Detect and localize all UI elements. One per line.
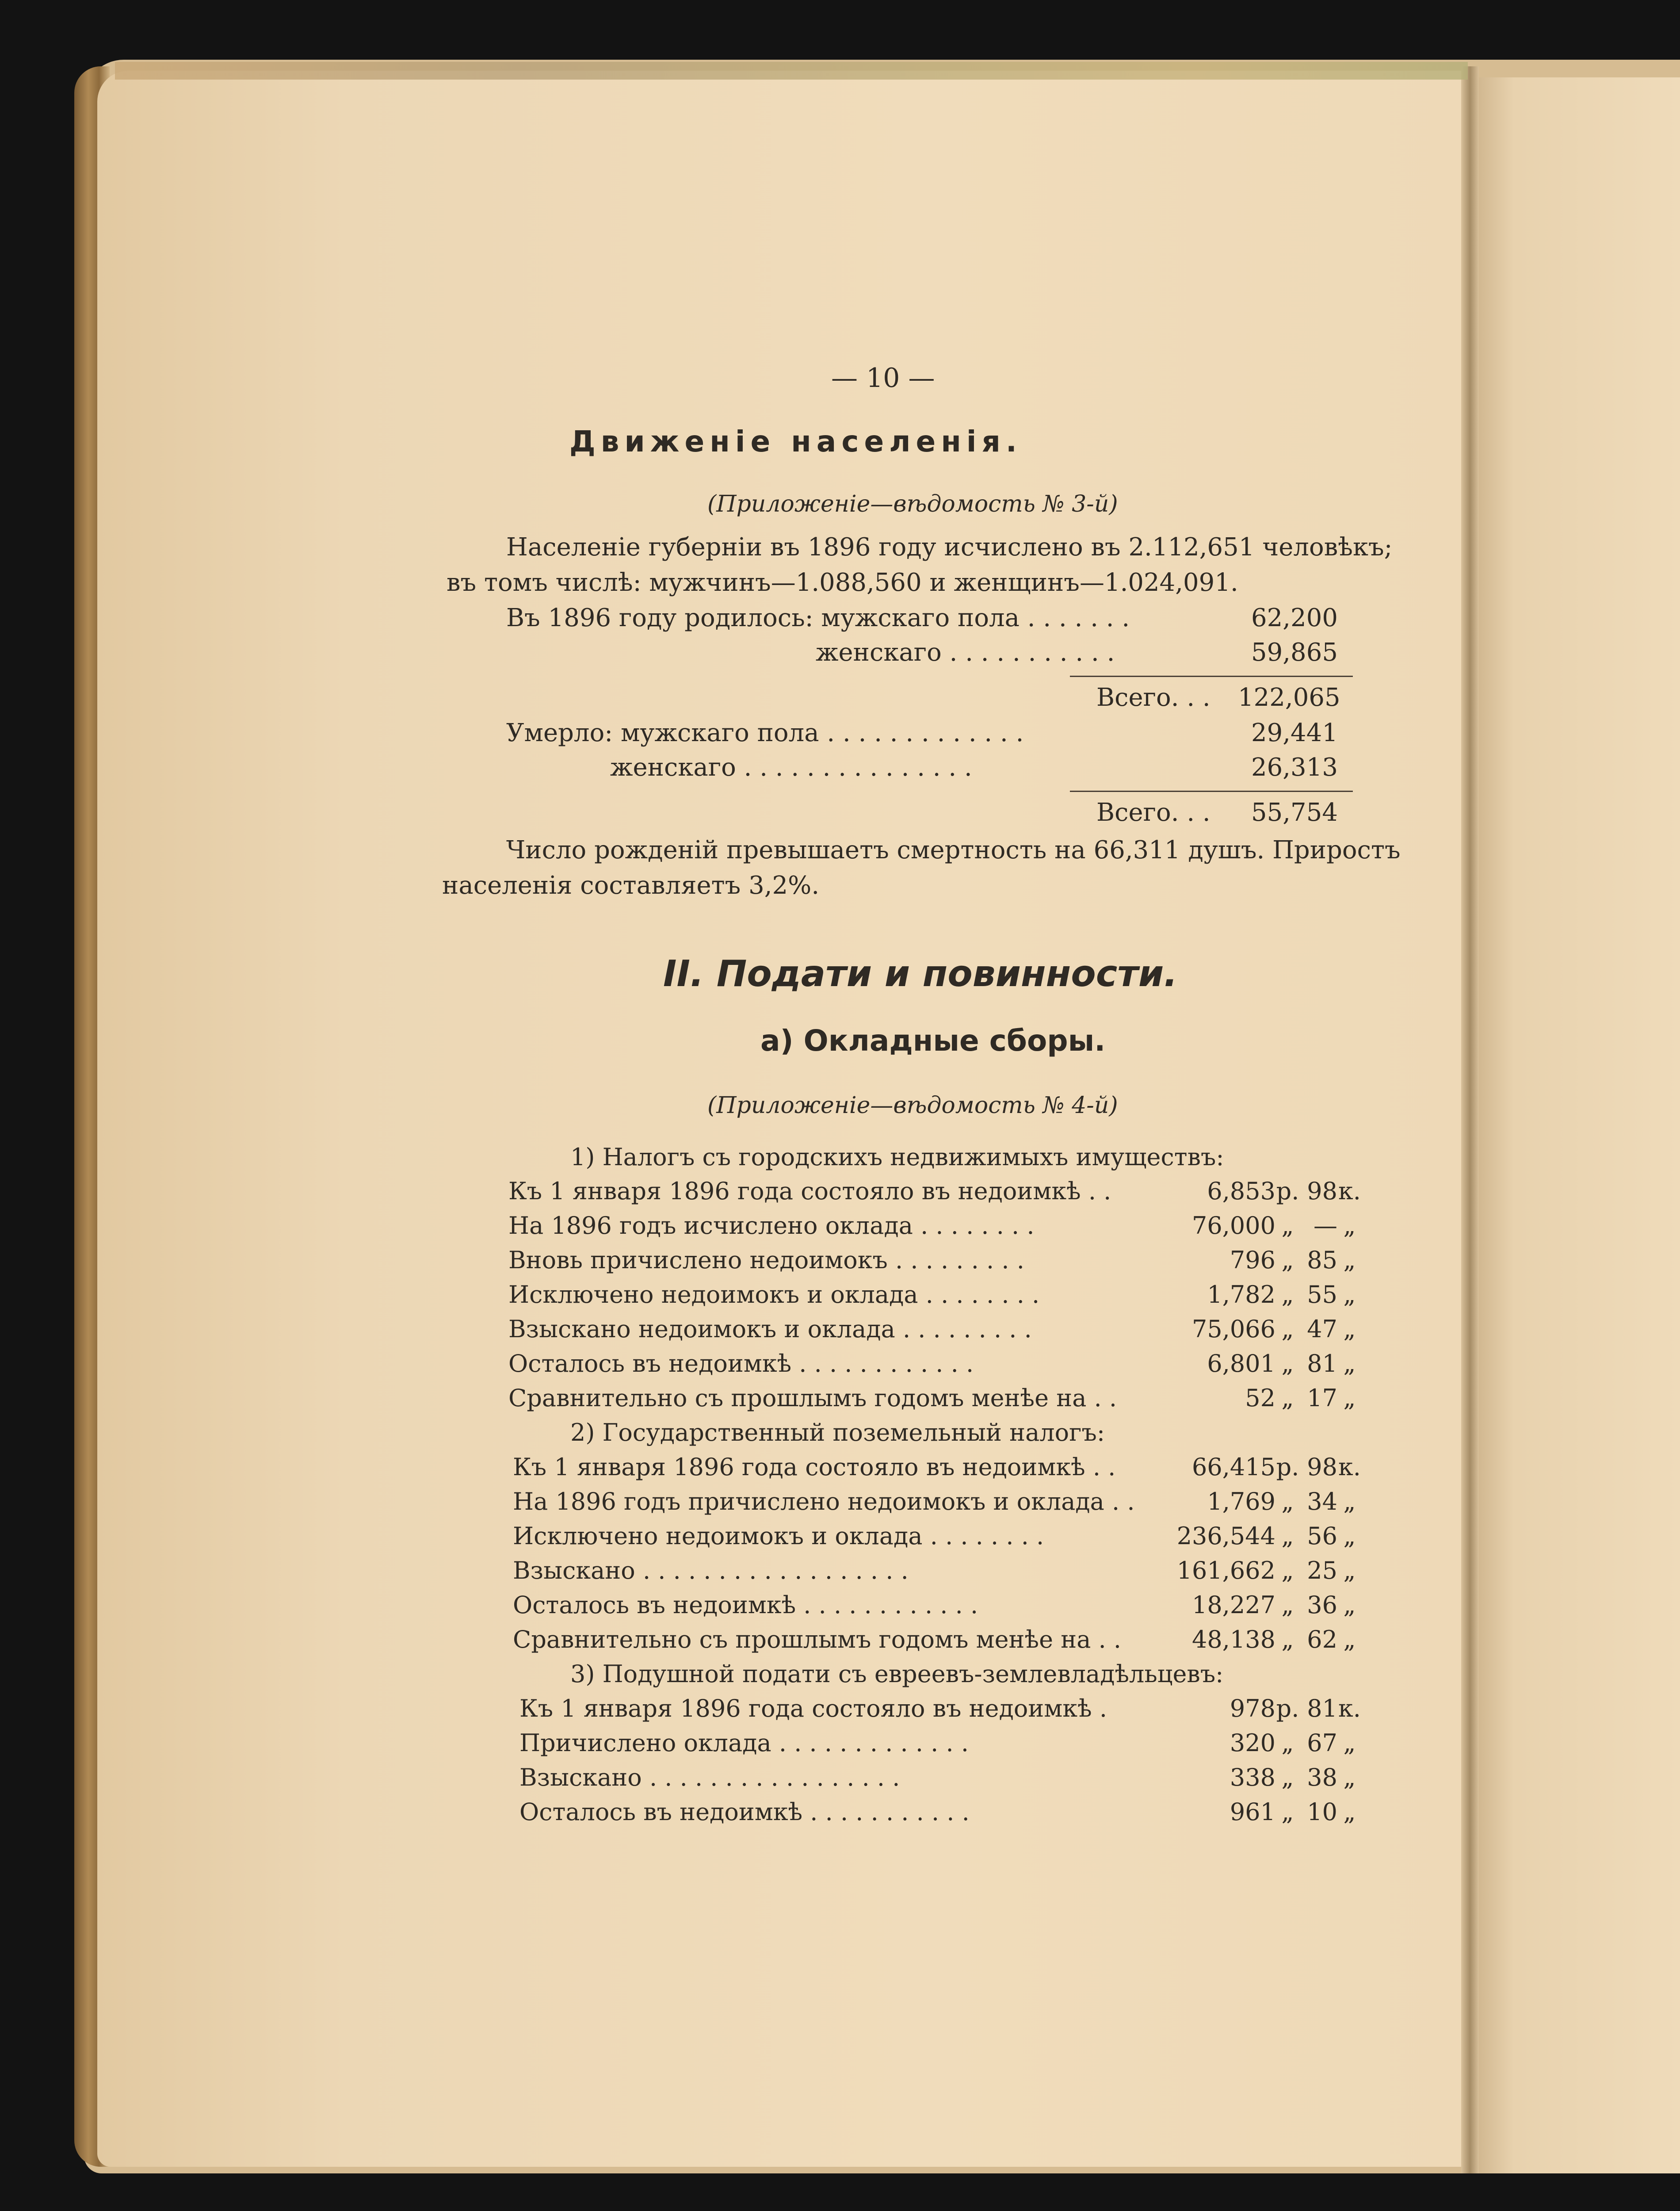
- row-unit: „: [1343, 1763, 1356, 1791]
- population-text-line1: Населеніе губерніи въ 1896 году исчислено въ 2.112,651 человѣкъ;: [506, 533, 1393, 562]
- row-unit: „: [1343, 1729, 1356, 1757]
- row-kopecks: 38: [1307, 1763, 1337, 1791]
- subsection-title: а) Окладные сборы.: [760, 1024, 1106, 1058]
- taxes-appendix-note: (Приложеніе—вѣдомость № 4-й): [707, 1092, 1118, 1119]
- row-unit: „: [1343, 1246, 1356, 1274]
- row-unit: „: [1281, 1488, 1294, 1515]
- row-label: Причислено оклада . . . . . . . . . . . . .: [519, 1729, 969, 1757]
- row-amount: 1,782: [1207, 1281, 1275, 1308]
- row-label: Взыскано недоимокъ и оклада . . . . . . . . .: [508, 1315, 1032, 1343]
- row-unit: „: [1281, 1798, 1294, 1826]
- deaths-total-value: 55,754: [1251, 798, 1338, 827]
- row-amount: 978: [1229, 1695, 1275, 1722]
- table-row: [513, 1522, 1362, 1550]
- row-unit: „: [1281, 1246, 1294, 1274]
- row-amount: 6,801: [1207, 1350, 1275, 1377]
- row-unit: „: [1281, 1315, 1294, 1343]
- row-kopecks: 67: [1307, 1729, 1337, 1757]
- group-heading: 2) Государственный поземельный налогъ:: [570, 1419, 1105, 1446]
- row-kopecks: 81: [1307, 1350, 1337, 1377]
- table-row: [508, 1384, 1362, 1412]
- table-row: [519, 1695, 1362, 1722]
- deaths-sum-rule: [1070, 791, 1353, 792]
- row-label: Осталось въ недоимкѣ . . . . . . . . . . .: [519, 1798, 970, 1826]
- growth-text-line1: Число рожденій превышаетъ смертность на 66,311 душъ. Приростъ: [506, 836, 1401, 865]
- table-row: [508, 1177, 1362, 1205]
- row-unit: „: [1281, 1763, 1294, 1791]
- row-unit: „: [1343, 1315, 1356, 1343]
- row-amount: 961: [1229, 1798, 1275, 1826]
- row-unit: „: [1281, 1212, 1294, 1239]
- page-number: — 10 —: [831, 363, 935, 394]
- table-row: [513, 1591, 1362, 1619]
- table-row: [508, 1212, 1362, 1239]
- row-label: Вновь причислено недоимокъ . . . . . . . . .: [508, 1246, 1024, 1274]
- deaths-male-value: 29,441: [1251, 719, 1338, 747]
- row-amount: 48,138: [1192, 1626, 1275, 1653]
- row-amount: 320: [1229, 1729, 1275, 1757]
- row-unit: „: [1281, 1626, 1294, 1653]
- births-intro: Въ 1896 году родилось: мужскаго пола . . . . . . .: [506, 604, 1130, 632]
- table-row: [508, 1246, 1362, 1274]
- group-heading: 1) Налогъ съ городскихъ недвижимыхъ имуществъ:: [570, 1143, 1224, 1171]
- row-unit: р.: [1276, 1177, 1299, 1205]
- row-amount: 75,066: [1192, 1315, 1275, 1343]
- births-total-value: 122,065: [1238, 683, 1340, 712]
- row-unit: „: [1343, 1626, 1356, 1653]
- table-row: [513, 1557, 1362, 1584]
- row-label: На 1896 годъ причислено недоимокъ и оклада . .: [513, 1488, 1135, 1515]
- row-amount: 338: [1229, 1763, 1275, 1791]
- births-female-label: женскаго . . . . . . . . . . .: [816, 638, 1115, 667]
- row-unit: „: [1343, 1591, 1356, 1619]
- row-kopecks: 81: [1307, 1695, 1337, 1722]
- row-kopecks: 34: [1307, 1488, 1337, 1515]
- row-label: Исключено недоимокъ и оклада . . . . . . . .: [508, 1281, 1040, 1308]
- row-amount: 52: [1245, 1384, 1275, 1412]
- row-unit: р.: [1276, 1695, 1299, 1722]
- row-label: Взыскано . . . . . . . . . . . . . . . . .: [519, 1763, 900, 1791]
- row-kopecks: 56: [1307, 1522, 1337, 1550]
- row-amount: 796: [1229, 1246, 1275, 1274]
- row-unit: р.: [1276, 1453, 1299, 1481]
- row-label: Исключено недоимокъ и оклада . . . . . . . .: [513, 1522, 1044, 1550]
- deaths-female-label: женскаго . . . . . . . . . . . . . . .: [610, 753, 972, 782]
- row-amount: 6,853: [1207, 1177, 1275, 1205]
- row-kopecks: 62: [1307, 1626, 1337, 1653]
- row-unit: „: [1343, 1384, 1356, 1412]
- row-amount: 1,769: [1207, 1488, 1275, 1515]
- row-kopecks: 98: [1307, 1177, 1337, 1205]
- row-unit: „: [1281, 1384, 1294, 1412]
- row-unit: „: [1281, 1522, 1294, 1550]
- row-unit: „: [1343, 1350, 1356, 1377]
- deaths-total-label: Всего. . .: [1096, 798, 1210, 827]
- row-label: Къ 1 января 1896 года состояло въ недоимкѣ . .: [508, 1177, 1111, 1205]
- population-appendix-note: (Приложеніе—вѣдомость № 3-й): [707, 491, 1118, 517]
- row-unit: „: [1343, 1522, 1356, 1550]
- row-kopecks: 25: [1307, 1557, 1337, 1584]
- row-unit: к.: [1338, 1453, 1361, 1481]
- table-row: [513, 1488, 1362, 1515]
- row-amount: 161,662: [1176, 1557, 1275, 1584]
- row-unit: „: [1343, 1281, 1356, 1308]
- part-title: II. Подати и повинности.: [663, 953, 1178, 995]
- row-amount: 18,227: [1192, 1591, 1275, 1619]
- births-male-value: 62,200: [1251, 604, 1338, 632]
- births-total-label: Всего. . .: [1096, 683, 1210, 712]
- row-label: Сравнительно съ прошлымъ годомъ менѣе на . .: [513, 1626, 1122, 1653]
- deaths-intro: Умерло: мужскаго пола . . . . . . . . . . . . .: [506, 719, 1024, 747]
- section-title: Движеніе населенія.: [569, 425, 1022, 459]
- row-unit: „: [1281, 1729, 1294, 1757]
- row-kopecks: 98: [1307, 1453, 1337, 1481]
- births-sum-rule: [1070, 676, 1353, 677]
- row-amount: 76,000: [1192, 1212, 1275, 1239]
- row-unit: „: [1281, 1350, 1294, 1377]
- row-label: Къ 1 января 1896 года состояло въ недоимкѣ .: [519, 1695, 1107, 1722]
- row-unit: „: [1281, 1591, 1294, 1619]
- row-kopecks: 85: [1307, 1246, 1337, 1274]
- table-row: [519, 1729, 1362, 1757]
- population-text-line2: въ томъ числѣ: мужчинъ—1.088,560 и женщинъ—1.024,091.: [447, 568, 1238, 597]
- row-label: Къ 1 января 1896 года состояло въ недоимкѣ . .: [513, 1453, 1116, 1481]
- group-heading: 3) Подушной подати съ евреевъ-землевладѣльцевъ:: [570, 1660, 1224, 1688]
- row-label: Осталось въ недоимкѣ . . . . . . . . . . . .: [513, 1591, 978, 1619]
- deaths-female-value: 26,313: [1251, 753, 1338, 782]
- row-kopecks: 10: [1307, 1798, 1337, 1826]
- table-row: [513, 1626, 1362, 1653]
- row-label: На 1896 годъ исчислено оклада . . . . . . . .: [508, 1212, 1035, 1239]
- row-unit: „: [1281, 1281, 1294, 1308]
- row-kopecks: 55: [1307, 1281, 1337, 1308]
- row-label: Сравнительно съ прошлымъ годомъ менѣе на . .: [508, 1384, 1117, 1412]
- row-unit: к.: [1338, 1177, 1361, 1205]
- row-unit: „: [1343, 1212, 1356, 1239]
- births-female-value: 59,865: [1251, 638, 1338, 667]
- table-row: [508, 1315, 1362, 1343]
- table-row: [508, 1350, 1362, 1377]
- growth-text-line2: населенія составляетъ 3,2%.: [442, 871, 820, 900]
- table-row: [519, 1763, 1362, 1791]
- row-unit: „: [1281, 1557, 1294, 1584]
- row-label: Осталось въ недоимкѣ . . . . . . . . . . . .: [508, 1350, 974, 1377]
- table-row: [519, 1798, 1362, 1826]
- row-unit: к.: [1338, 1695, 1361, 1722]
- row-unit: „: [1343, 1488, 1356, 1515]
- row-kopecks: 47: [1307, 1315, 1337, 1343]
- table-row: [508, 1281, 1362, 1308]
- row-kopecks: —: [1313, 1212, 1337, 1239]
- row-kopecks: 17: [1307, 1384, 1337, 1412]
- table-row: [513, 1453, 1362, 1481]
- row-unit: „: [1343, 1798, 1356, 1826]
- row-amount: 66,415: [1192, 1453, 1275, 1481]
- row-label: Взыскано . . . . . . . . . . . . . . . . . .: [513, 1557, 909, 1584]
- row-unit: „: [1343, 1557, 1356, 1584]
- row-amount: 236,544: [1176, 1522, 1275, 1550]
- row-kopecks: 36: [1307, 1591, 1337, 1619]
